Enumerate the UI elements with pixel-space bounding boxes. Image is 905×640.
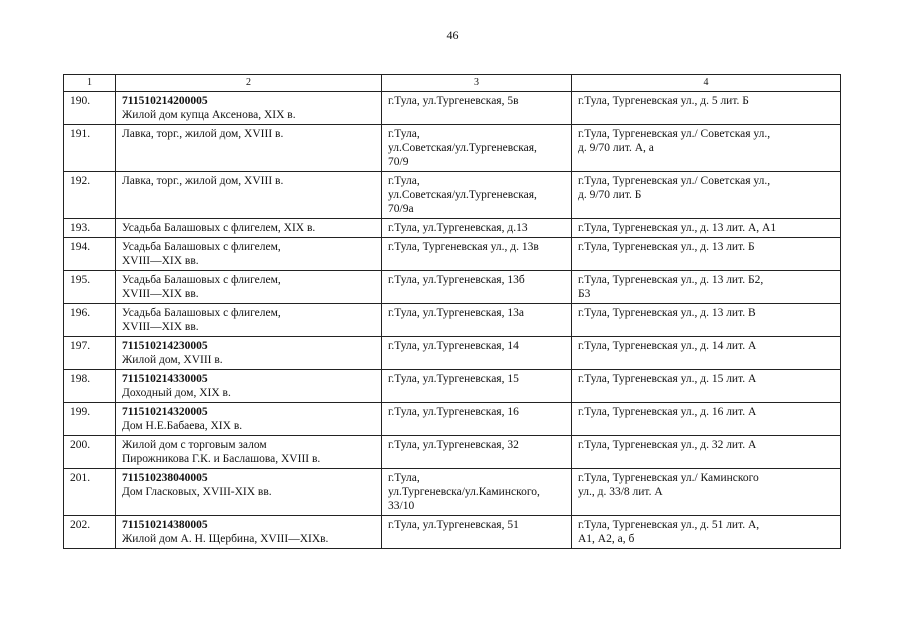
table-row (64, 271, 841, 304)
object-cell (116, 469, 382, 516)
object-address: г.Тула, ул.Тургеневска/ул.Каминского, 33/10 (382, 469, 572, 516)
row-number: 199. (64, 403, 116, 436)
table-row (64, 92, 841, 125)
official-address: г.Тула, Тургеневская ул., д. 51 лит. А, А1, А2, а, б (572, 516, 841, 549)
object-name: Жилой дом А. Н. Щербина, XVIII—XIXв. (122, 533, 329, 545)
official-address: г.Тула, Тургеневская ул./ Советская ул., д. 9/70 лит. Б (572, 172, 841, 219)
object-address: г.Тула, ул.Тургеневская, 14 (382, 337, 572, 370)
object-name: Лавка, торг., жилой дом, XVIII в. (122, 128, 284, 140)
official-address: г.Тула, Тургеневская ул., д. 13 лит. А, А1 (572, 219, 841, 238)
row-number: 200. (64, 436, 116, 469)
object-name: Дом Гласковых, XVIII-XIX вв. (122, 486, 272, 498)
row-number: 197. (64, 337, 116, 370)
object-name: Усадьба Балашовых с флигелем, XVIII—XIX вв. (122, 274, 281, 300)
object-address: г.Тула, Тургеневская ул., д. 13в (382, 238, 572, 271)
object-name: Усадьба Балашовых с флигелем, XIX в. (122, 222, 316, 234)
official-address: г.Тула, Тургеневская ул., д. 32 лит. А (572, 436, 841, 469)
registry-code: 711510238040005 (122, 472, 208, 484)
table-row (64, 469, 841, 516)
table-row (64, 337, 841, 370)
table-row (64, 436, 841, 469)
row-number: 201. (64, 469, 116, 516)
object-address: г.Тула, ул.Тургеневская, д.13 (382, 219, 572, 238)
table-row (64, 238, 841, 271)
row-number: 202. (64, 516, 116, 549)
object-cell (116, 125, 382, 172)
official-address: г.Тула, Тургеневская ул., д. 13 лит. В (572, 304, 841, 337)
official-address: г.Тула, Тургеневская ул., д. 14 лит. А (572, 337, 841, 370)
header-col-4: 4 (572, 75, 841, 92)
object-name: Усадьба Балашовых с флигелем, XVIII—XIX вв. (122, 307, 281, 333)
row-number: 196. (64, 304, 116, 337)
object-address: г.Тула, ул.Советская/ул.Тургеневская, 70/9а (382, 172, 572, 219)
official-address: г.Тула, Тургеневская ул., д. 16 лит. А (572, 403, 841, 436)
table-body (64, 92, 841, 549)
row-number: 194. (64, 238, 116, 271)
registry-code: 711510214200005 (122, 95, 208, 107)
official-address: г.Тула, Тургеневская ул./ Советская ул., д. 9/70 лит. А, а (572, 125, 841, 172)
object-address: г.Тула, ул.Советская/ул.Тургеневская, 70/9 (382, 125, 572, 172)
row-number: 190. (64, 92, 116, 125)
object-address: г.Тула, ул.Тургеневская, 16 (382, 403, 572, 436)
object-name: Жилой дом с торговым залом Пирожникова Г.К. и Баслашова, XVIII в. (122, 439, 321, 465)
table-row (64, 125, 841, 172)
object-cell (116, 172, 382, 219)
object-cell (116, 403, 382, 436)
table-row (64, 370, 841, 403)
table-row (64, 304, 841, 337)
object-name: Усадьба Балашовых с флигелем, XVIII—XIX вв. (122, 241, 281, 267)
header-col-3: 3 (382, 75, 572, 92)
object-name: Жилой дом купца Аксенова, XIX в. (122, 109, 296, 121)
object-cell (116, 436, 382, 469)
object-name: Доходный дом, XIX в. (122, 387, 231, 399)
heritage-registry-table (63, 74, 841, 549)
table-row (64, 172, 841, 219)
official-address: г.Тула, Тургеневская ул., д. 15 лит. А (572, 370, 841, 403)
row-number: 198. (64, 370, 116, 403)
object-name: Лавка, торг., жилой дом, XVIII в. (122, 175, 284, 187)
object-cell (116, 271, 382, 304)
object-name: Дом Н.Е.Бабаева, XIX в. (122, 420, 243, 432)
row-number: 193. (64, 219, 116, 238)
header-col-2: 2 (116, 75, 382, 92)
object-address: г.Тула, ул.Тургеневская, 32 (382, 436, 572, 469)
official-address: г.Тула, Тургеневская ул., д. 5 лит. Б (572, 92, 841, 125)
official-address: г.Тула, Тургеневская ул., д. 13 лит. Б (572, 238, 841, 271)
object-cell (116, 238, 382, 271)
object-address: г.Тула, ул.Тургеневская, 51 (382, 516, 572, 549)
object-cell (116, 337, 382, 370)
object-cell (116, 219, 382, 238)
official-address: г.Тула, Тургеневская ул./ Каминского ул., д. 33/8 лит. А (572, 469, 841, 516)
page-number: 46 (446, 28, 459, 42)
registry-code: 711510214330005 (122, 373, 208, 385)
object-address: г.Тула, ул.Тургеневская, 5в (382, 92, 572, 125)
registry-code: 711510214320005 (122, 406, 208, 418)
registry-code: 711510214380005 (122, 519, 208, 531)
object-address: г.Тула, ул.Тургеневская, 13б (382, 271, 572, 304)
table-row (64, 516, 841, 549)
row-number: 192. (64, 172, 116, 219)
header-row (64, 75, 841, 92)
object-address: г.Тула, ул.Тургеневская, 13а (382, 304, 572, 337)
object-cell (116, 370, 382, 403)
object-cell (116, 516, 382, 549)
object-address: г.Тула, ул.Тургеневская, 15 (382, 370, 572, 403)
table-row (64, 403, 841, 436)
official-address: г.Тула, Тургеневская ул., д. 13 лит. Б2, Б3 (572, 271, 841, 304)
header-col-1: 1 (64, 75, 116, 92)
row-number: 195. (64, 271, 116, 304)
object-name: Жилой дом, XVIII в. (122, 354, 223, 366)
registry-code: 711510214230005 (122, 340, 208, 352)
object-cell (116, 92, 382, 125)
table-header (64, 75, 841, 92)
object-cell (116, 304, 382, 337)
table-row (64, 219, 841, 238)
row-number: 191. (64, 125, 116, 172)
